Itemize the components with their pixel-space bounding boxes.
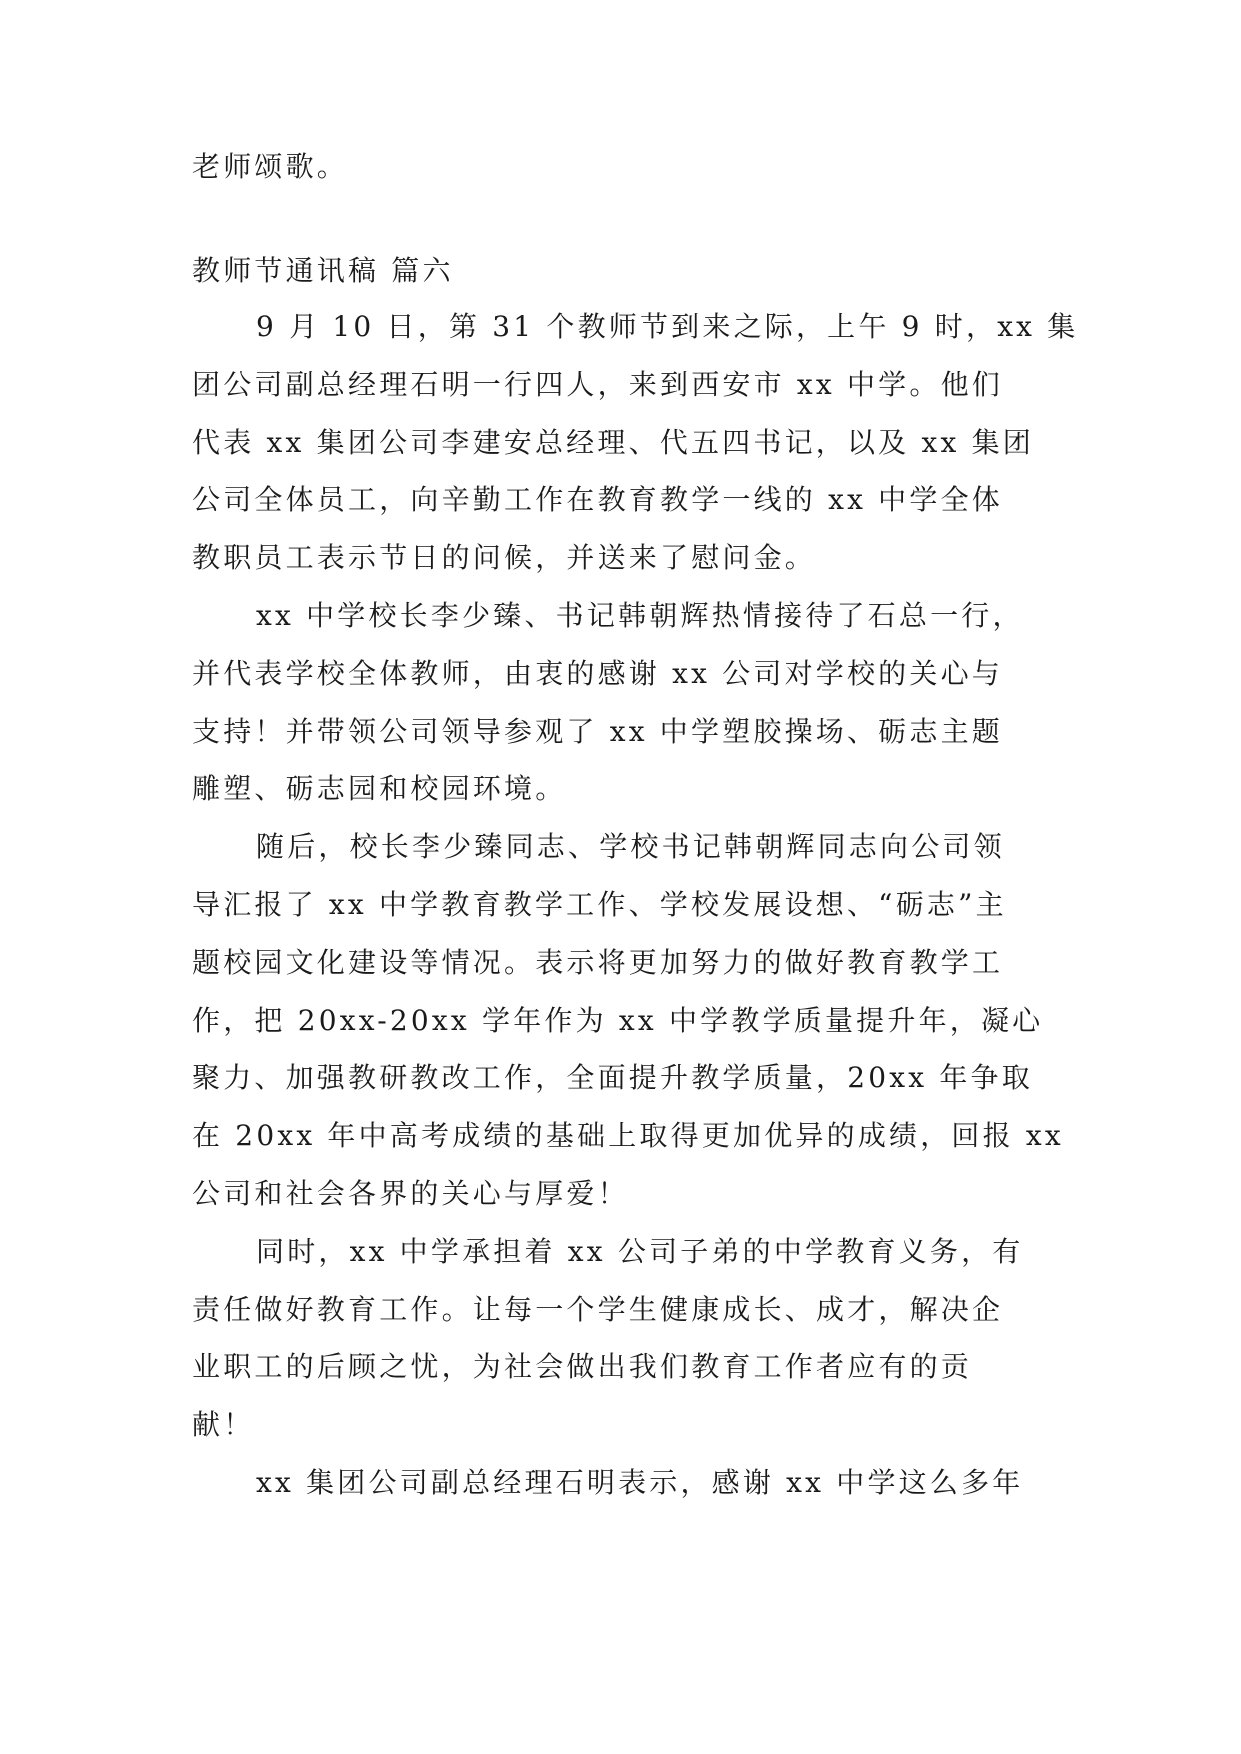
section-heading xyxy=(192,242,1050,300)
continuation-text xyxy=(192,138,1050,196)
text-line: 随后，校长李少臻同志、学校书记韩朝辉同志向公司领 xyxy=(256,830,1005,864)
paragraph-2 xyxy=(192,587,1050,818)
text-line: 代表 xx 集团公司李建安总经理、代五四书记，以及 xx 集团 xyxy=(192,425,1034,459)
text-line: 老师颂歌。 xyxy=(192,150,349,183)
text-line: 聚力、加强教研教改工作，全面提升教学质量，20xx 年争取 xyxy=(192,1061,1033,1095)
text-line: 团公司副总经理石明一行四人，来到西安市 xx 中学。他们 xyxy=(192,367,1003,401)
text-line: 同时，xx 中学承担着 xx 公司子弟的中学教育义务，有 xyxy=(256,1234,1024,1268)
heading-line: 教师节通讯稿 篇六 xyxy=(192,254,454,287)
text-line: 支持！并带领公司领导参观了 xx 中学塑胶操场、砺志主题 xyxy=(192,714,1003,748)
text-line: 作，把 20xx-20xx 学年作为 xx 中学教学质量提升年，凝心 xyxy=(192,1003,1044,1037)
paragraph-4 xyxy=(192,1223,1050,1454)
text-line: 业职工的后顾之忧，为社会做出我们教育工作者应有的贡 xyxy=(192,1350,973,1384)
article-body xyxy=(192,298,1079,1512)
text-line: 并代表学校全体教师，由衷的感谢 xx 公司对学校的关心与 xyxy=(192,656,1003,690)
paragraph-3 xyxy=(192,818,1064,1223)
text-line: 9 月 10 日，第 31 个教师节到来之际，上午 9 时，xx 集 xyxy=(256,310,1079,343)
paragraph-1 xyxy=(192,298,1079,587)
text-line: 题校园文化建设等情况。表示将更加努力的做好教育教学工 xyxy=(192,945,1004,979)
text-line: 献！ xyxy=(192,1408,255,1442)
text-line: xx 中学校长李少臻、书记韩朝辉热情接待了石总一行， xyxy=(256,598,1024,632)
paragraph-5 xyxy=(192,1454,1050,1512)
text-line: xx 集团公司副总经理石明表示，感谢 xx 中学这么多年 xyxy=(256,1465,1024,1499)
text-line: 雕塑、砺志园和校园环境。 xyxy=(192,772,567,806)
text-line: 责任做好教育工作。让每一个学生健康成长、成才，解决企 xyxy=(192,1292,1004,1326)
text-line: 公司和社会各界的关心与厚爱！ xyxy=(192,1176,629,1210)
text-line: 导汇报了 xx 中学教育教学工作、学校发展设想、“砺志”主 xyxy=(192,887,1007,921)
text-line: 在 20xx 年中高考成绩的基础上取得更加优异的成绩，回报 xx xyxy=(192,1119,1064,1153)
text-line: 公司全体员工，向辛勤工作在教育教学一线的 xx 中学全体 xyxy=(192,483,1003,517)
text-line: 教职员工表示节日的问候，并送来了慰问金。 xyxy=(192,541,817,575)
